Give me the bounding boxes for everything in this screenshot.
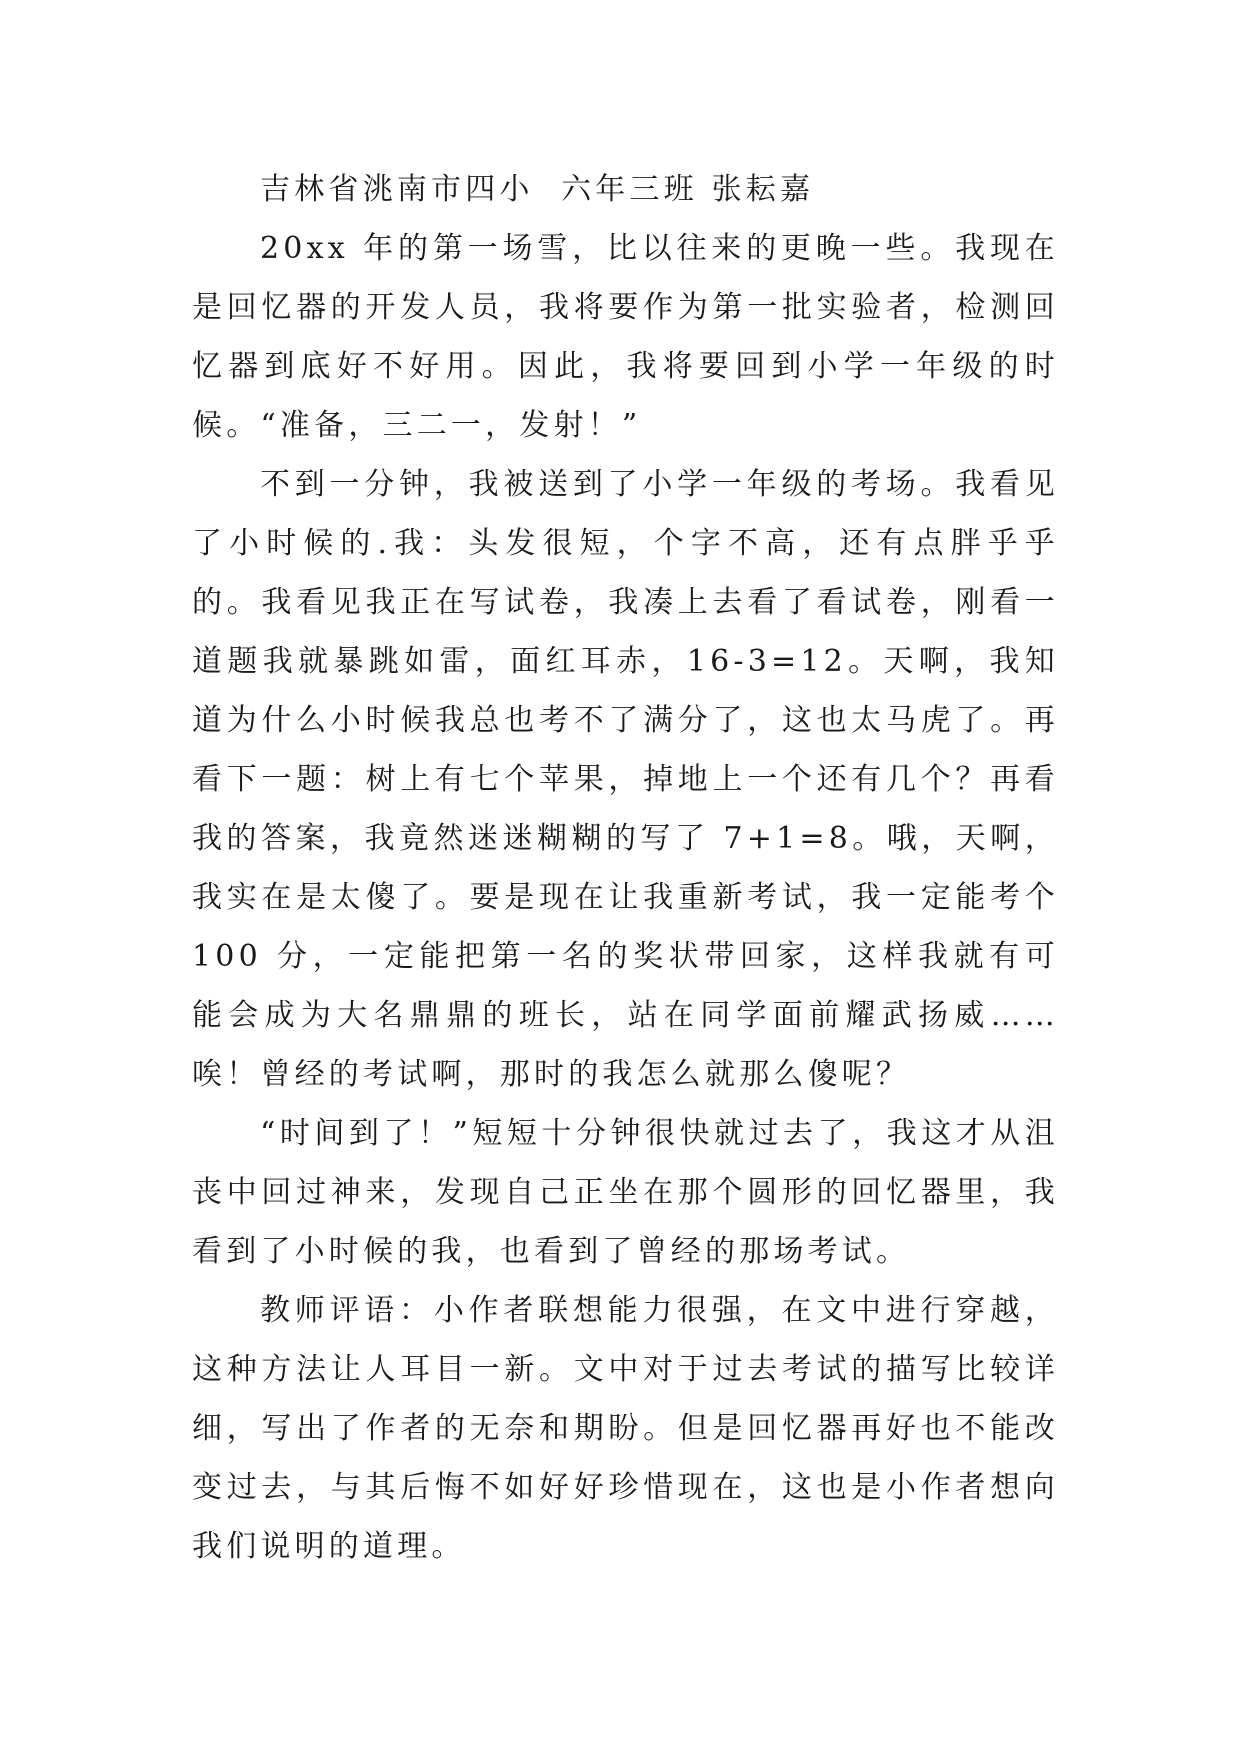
paragraph-exam-scene: 不到一分钟，我被送到了小学一年级的考场。我看见了小时候的.我：头发很短，个字不高，还有点胖乎乎的。我看见我正在写试卷，我凑上去看了看试卷，刚看一道题我就暴跳如雷，面红耳赤，16-3=12。天啊，我知道为什么小时候我总也考不了满分了，这也太马虎了。再看下一题：树上有七个苹果，掉地上一个还有几个？再看我的答案，我竟然迷迷糊糊的写了 7+1=8。哦，天啊，我实在是太傻了。要是现在让我重新考试，我一定能考个 100 分，一定能把第一名的奖状带回家，这样我就有可能会成为大名鼎鼎的班长，站在同学面前耀武扬威……唉！曾经的考试啊，那时的我怎么就那么傻呢？ bbox=[192, 467, 1059, 1092]
author-line: 吉林省洮南市四小 六年三班 张耘嘉 bbox=[260, 172, 815, 207]
paragraph-return: “时间到了！”短短十分钟很快就过去了，我这才从沮丧中回过神来，发现自己正坐在那个圆形的回忆器里，我看到了小时候的我，也看到了曾经的那场考试。 bbox=[192, 1116, 1059, 1269]
paragraph-opening: 20xx 年的第一场雪，比以往来的更晚一些。我现在是回忆器的开发人员，我将要作为第一批实验者，检测回忆器到底好不好用。因此，我将要回到小学一年级的时候。“准备，三二一，发射！” bbox=[192, 231, 1059, 443]
document-body bbox=[192, 160, 1059, 1576]
paragraph-teacher-comment: 教师评语：小作者联想能力很强，在文中进行穿越，这种方法让人耳目一新。文中对于过去考试的描写比较详细，写出了作者的无奈和期盼。但是回忆器再好也不能改变过去，与其后悔不如好好珍惜现在，这也是小作者想向我们说明的道理。 bbox=[192, 1293, 1059, 1564]
